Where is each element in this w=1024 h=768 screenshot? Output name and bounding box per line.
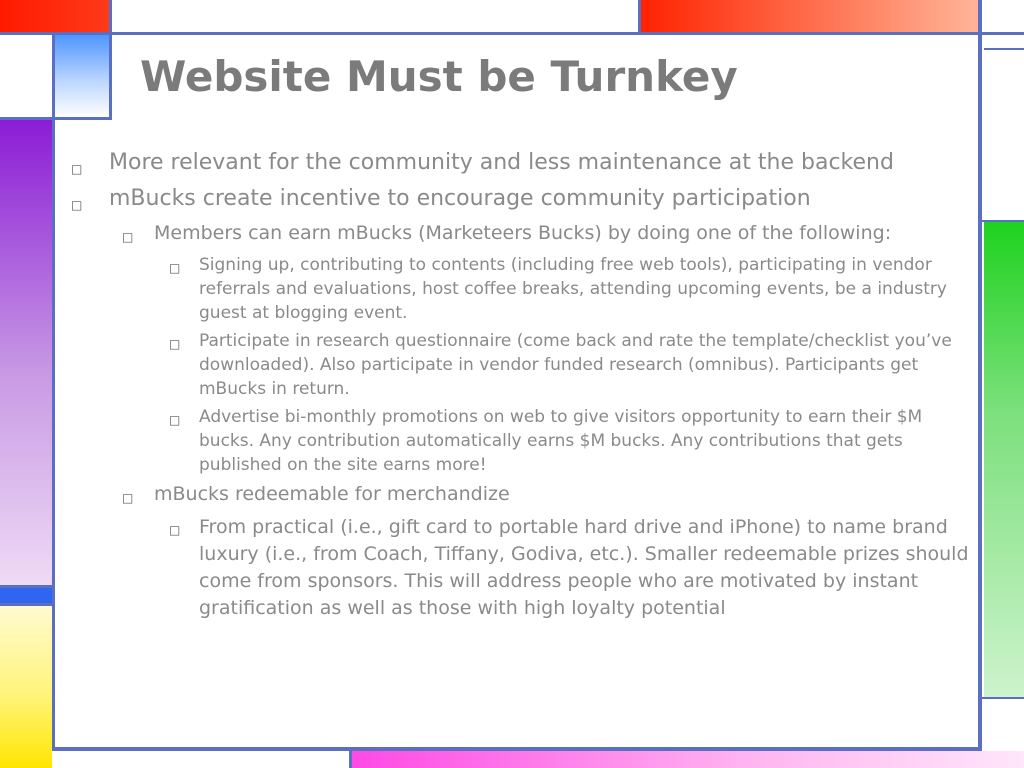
frame-line bbox=[0, 32, 1024, 35]
purple-block-left bbox=[0, 120, 52, 590]
bullet-marker-icon: □ bbox=[71, 162, 83, 176]
frame-line bbox=[349, 747, 352, 768]
bullet-marker-icon: □ bbox=[169, 261, 181, 275]
frame-line bbox=[52, 747, 982, 751]
frame-line bbox=[982, 697, 1024, 699]
pink-block-bottom bbox=[352, 751, 1024, 768]
bullet-marker-icon: □ bbox=[169, 523, 181, 537]
frame-line bbox=[978, 0, 982, 750]
frame-line bbox=[0, 603, 52, 606]
frame-line bbox=[982, 220, 1024, 222]
bullet-list bbox=[68, 148, 976, 626]
green-block-right bbox=[984, 222, 1024, 697]
bullet-item bbox=[68, 514, 976, 622]
bullet-marker-icon: □ bbox=[169, 413, 181, 427]
bullet-text: mBucks redeemable for merchandize bbox=[154, 483, 510, 505]
bullet-text: From practical (i.e., gift card to portable hard drive and iPhone) to name brand luxury (i.e., from Coach, Tiffany, Godiva, etc.). Smaller redeemable prizes should come from sponsors. This will address people who are motivated by instant gratification as well as those with high loyalty potential bbox=[199, 516, 969, 619]
frame-line bbox=[984, 48, 1024, 50]
bullet-text: Participate in research questionnaire (come back and rate the template/checklist you’ve downloaded). Also participate in vendor funded research (omnibus). Participants get mBucks in return. bbox=[199, 331, 952, 399]
bullet-text: Signing up, contributing to contents (including free web tools), participating in vendor referrals and evaluations, host coffee breaks, attending upcoming events, be a industry guest at blogging event. bbox=[199, 255, 947, 323]
slide-title: Website Must be Turnkey bbox=[140, 52, 738, 101]
bullet-item bbox=[68, 253, 976, 325]
frame-line bbox=[0, 585, 52, 588]
bullet-text: More relevant for the community and less maintenance at the backend bbox=[109, 150, 894, 175]
blue-block bbox=[54, 35, 110, 117]
red-block-top-left bbox=[0, 0, 110, 32]
bullet-marker-icon: □ bbox=[122, 230, 134, 244]
bullet-text: Members can earn mBucks (Marketeers Bucks) by doing one of the following: bbox=[154, 222, 892, 244]
bullet-item bbox=[68, 148, 976, 178]
frame-line bbox=[52, 32, 55, 750]
frame-line bbox=[638, 0, 641, 34]
red-block-top-right bbox=[640, 0, 980, 32]
bullet-text: Advertise bi-monthly promotions on web to give visitors opportunity to earn their $M bucks. Any contribution automatically earns $M bucks. Any contributions that gets published on the site earns more! bbox=[199, 407, 923, 475]
blue-strip-left bbox=[0, 588, 52, 603]
bullet-item bbox=[68, 329, 976, 401]
bullet-marker-icon: □ bbox=[169, 337, 181, 351]
bullet-text: mBucks create incentive to encourage community participation bbox=[109, 186, 811, 211]
bullet-item bbox=[68, 405, 976, 477]
yellow-block-left bbox=[0, 606, 52, 768]
bullet-marker-icon: □ bbox=[71, 198, 83, 212]
frame-line bbox=[109, 0, 112, 120]
bullet-item bbox=[68, 184, 976, 214]
frame-line bbox=[0, 117, 112, 120]
bullet-marker-icon: □ bbox=[122, 491, 134, 505]
bullet-item bbox=[68, 481, 976, 508]
bullet-item bbox=[68, 220, 976, 247]
